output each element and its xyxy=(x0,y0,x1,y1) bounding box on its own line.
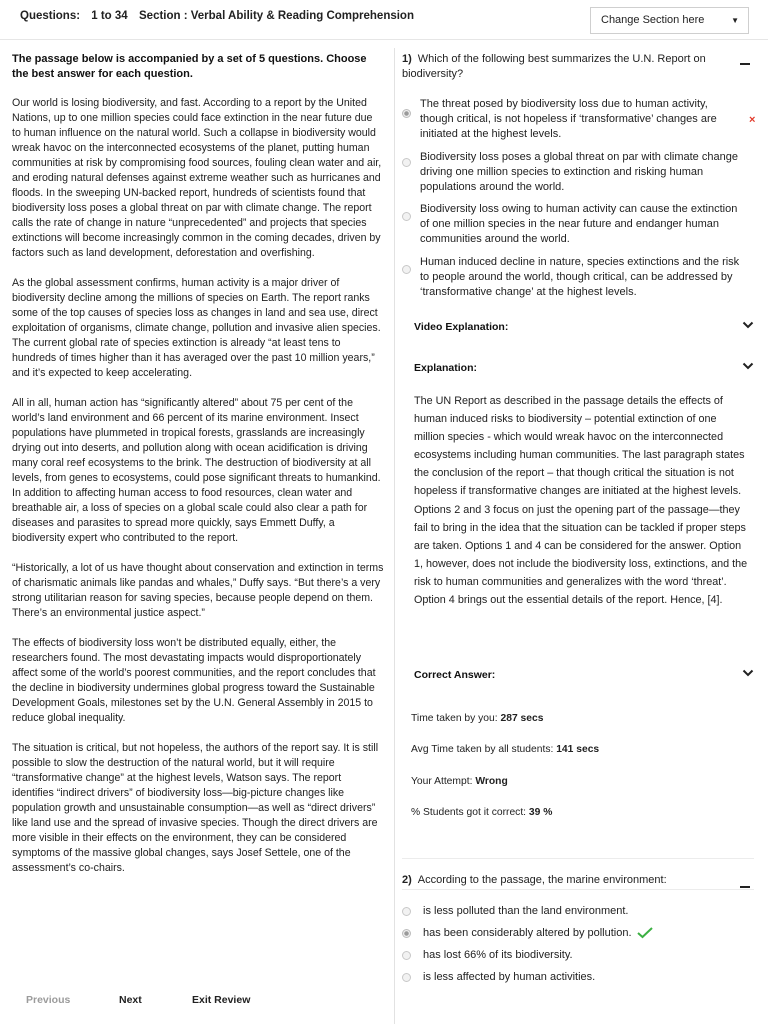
question-1-number: 1) xyxy=(402,53,412,65)
q1-option-2-radio[interactable] xyxy=(402,158,411,167)
passage-paragraph: Our world is losing biodiversity, and fast. According to a report by the United Nations, up to one million species could face extinction in the near future due to human influence on the natural world. Such a collapse in biodiversity would wreak havoc on the interconnected ecosystems of the planet, putting human communities at risk by compromising food sources, fouling clean water and air, and eroding natural defenses against extreme weather such as hurricanes and floods. In the sweeping UN-backed report, hundreds of scientists found that biodiversity loss poses a global threat on par with climate change. The report calls the rate of change in nature “unprecedented” and projects that species extinctions will become increasingly common in the coming decades, driven by factors such as land development, deforestation and overfishing. xyxy=(12,97,382,259)
chevron-down-icon xyxy=(742,320,754,330)
video-explanation-toggle[interactable] xyxy=(414,321,754,339)
avg-time-label: Avg Time taken by all students: xyxy=(411,744,554,755)
passage-paragraph: The effects of biodiversity loss won’t be distributed equally, either, the researchers found. The most devastating impacts would disproportionately affect some of the world’s poorest communities, and the report concludes that the decline in biodiversity undermines global progress toward the Sustainable Development Goals, milestones set by the U.N. General Assembly in 2015 to reduce global inequality. xyxy=(12,637,376,724)
passage-panel xyxy=(0,50,395,1024)
q2-option-3-radio[interactable] xyxy=(402,951,411,960)
q2-option-4-radio[interactable] xyxy=(402,973,411,982)
explanation-label: Explanation: xyxy=(414,362,478,374)
q1-option-3-radio[interactable] xyxy=(402,212,411,221)
passage-paragraph: As the global assessment confirms, human activity is a major driver of biodiversity decline among the millions of species on Earth. The report ranks some of the top causes of species loss as changes in land and sea use, direct exploitation of organisms, climate change, pollution and invasive alien species. The current global rate of species extinction is already “at least tens to hundreds of times higher than it has averaged over the past 10 million years,” and it’s expected to keep accelerating. xyxy=(12,277,381,379)
next-button[interactable]: Next xyxy=(119,994,142,1006)
explanation-toggle[interactable] xyxy=(414,362,754,380)
percent-correct-label: % Students got it correct: xyxy=(411,807,527,818)
video-explanation-label: Video Explanation: xyxy=(414,321,509,333)
bottom-navigation xyxy=(0,994,395,1014)
chevron-down-icon xyxy=(742,361,754,371)
minus-icon[interactable] xyxy=(740,886,750,888)
question-2-prompt: According to the passage, the marine environment: xyxy=(417,874,667,886)
q1-option-3-text: Biodiversity loss owing to human activity can cause the extinction of one million species in the near future and endanger human communities around the world. xyxy=(420,203,738,245)
q2-option-2-text: has been considerably altered by pollution. xyxy=(423,927,632,939)
q1-option-3[interactable] xyxy=(402,202,762,247)
previous-button[interactable]: Previous xyxy=(26,994,71,1006)
time-taken-value: 287 secs xyxy=(500,713,544,724)
time-taken-label: Time taken by you: xyxy=(411,713,498,724)
q2-option-1[interactable] xyxy=(402,904,762,919)
question-range xyxy=(20,10,128,22)
section-title: Section : Verbal Ability & Reading Comprehension xyxy=(139,10,414,22)
percent-correct-value: 39 % xyxy=(528,807,553,818)
passage-paragraph: All in all, human action has “significantly altered” about 75 per cent of the world’s land environment and 66 percent of its marine environment. Insect populations have plummeted in tropical forests, grasslands are increasingly drying out into deserts, and pollution along with ocean acidification is driving many coral reef ecosystems to the brink. The destruction of biodiversity at all levels, from genes to ecosystems, could pose significant threats to humankind. In addition to affecting human access to food resources, clean water and breathable air, a loss of species on a global scale could also clear a path for diseases and parasites to spread more quickly, says Emmett Duffy, a biodiversity expert who contributed to the report. xyxy=(12,397,381,544)
correct-answer-label: Correct Answer: xyxy=(414,669,496,681)
question-separator xyxy=(402,858,754,859)
avg-time-stat xyxy=(411,744,599,755)
cross-icon: × xyxy=(749,114,756,126)
exit-review-button[interactable]: Exit Review xyxy=(192,994,251,1006)
q1-option-4-text: Human induced decline in nature, species extinctions and the risk to people around the world, though critical, can be addressed by ‘transformative change’ at the highest levels. xyxy=(420,256,740,298)
q1-option-1-radio[interactable] xyxy=(402,109,411,118)
check-icon xyxy=(637,927,653,939)
q1-option-4-radio[interactable] xyxy=(402,265,411,274)
question-2-text xyxy=(402,873,732,888)
questions-range-value: 1 to 34 xyxy=(91,10,128,22)
q1-option-1[interactable] xyxy=(402,97,762,142)
q1-option-2[interactable] xyxy=(402,150,762,195)
question-header-rule xyxy=(402,889,754,890)
attempt-stat xyxy=(411,776,508,787)
q1-option-1-text: The threat posed by biodiversity loss due to human activity, though critical, is not hopeless if ‘transformative’ changes are initiated at the highest levels. xyxy=(420,98,717,140)
chevron-down-icon xyxy=(742,668,754,678)
passage-text xyxy=(12,96,384,891)
q2-option-2-radio[interactable] xyxy=(402,929,411,938)
passage-paragraph: “Historically, a lot of us have thought about conservation and extinction in terms of charismatic animals like pandas and whales,” Duffy says. “But there’s a very strong utilitarian reason for saving species, because people depend on them. There’s an environmental justice aspect.” xyxy=(12,562,384,619)
column-divider xyxy=(394,48,395,1024)
q2-option-3[interactable] xyxy=(402,948,762,963)
question-1-text xyxy=(402,52,732,82)
avg-time-value: 141 secs xyxy=(556,744,600,755)
passage-instructions: The passage below is accompanied by a set of 5 questions. Choose the best answer for each question. xyxy=(12,53,367,80)
question-panel xyxy=(396,48,768,1024)
correct-answer-toggle[interactable] xyxy=(414,669,754,687)
caret-down-icon: ▼ xyxy=(731,16,739,25)
q2-option-4-text: is less affected by human activities. xyxy=(423,971,596,983)
question-2-number: 2) xyxy=(402,874,412,886)
question-1-prompt: Which of the following best summarizes the U.N. Report on biodiversity? xyxy=(402,53,706,80)
change-section-label: Change Section here xyxy=(601,14,705,26)
q2-option-1-text: is less polluted than the land environment. xyxy=(423,905,629,917)
questions-label: Questions: xyxy=(20,10,81,22)
passage-paragraph: The situation is critical, but not hopeless, the authors of the report say. It is still possible to slow the destruction of the natural world, but it will require “transformative change” at the highest levels, Watson says. The report identifies “indirect drivers” of biodiversity loss—big-picture changes like population growth and unsustainable consumption—as well as “direct drivers” like land use and the spread of invasive species. Though the direct drivers are more visible in their effects on the environment, they can be considered symptoms of the massive global changes, says Josef Settele, one of the assessment’s co-chairs. xyxy=(12,742,379,874)
q1-option-4[interactable] xyxy=(402,255,762,300)
attempt-label: Your Attempt: xyxy=(411,776,473,787)
q2-option-4[interactable] xyxy=(402,970,762,985)
q2-option-2[interactable] xyxy=(402,926,762,941)
minus-icon[interactable] xyxy=(740,63,750,65)
explanation-text: The UN Report as described in the passage details the effects of human induced risks to biodiversity – potential extinction of one million species - which would wreak havoc on the interconnected ecosystems including human communities. The last paragraph states the conclusion of the report – that though critical the situation is not hopeless if transformative changes are initiated at the highest levels. Options 2 and 3 focus on just the opening part of the passage—they fail to bring in the idea that the situation can be tackled if proper steps are taken. Options 1 and 4 can be considered for the answer. Option 1, however, does not include the biodiversity loss, extinctions, and the risk to human communities and generalizes with the word ‘threat’. Option 4 brings out the essential details of the report. Hence, [4]. xyxy=(414,395,748,607)
q1-option-2-text: Biodiversity loss poses a global threat on par with climate change driving one million species to extinction and risking human populations around the world. xyxy=(420,151,738,193)
change-section-dropdown[interactable] xyxy=(590,7,749,34)
q2-option-3-text: has lost 66% of its biodiversity. xyxy=(423,949,573,961)
q2-option-1-radio[interactable] xyxy=(402,907,411,916)
time-taken-stat xyxy=(411,713,543,724)
attempt-value: Wrong xyxy=(475,776,508,787)
percent-correct-stat xyxy=(411,807,552,818)
top-bar xyxy=(0,0,768,40)
